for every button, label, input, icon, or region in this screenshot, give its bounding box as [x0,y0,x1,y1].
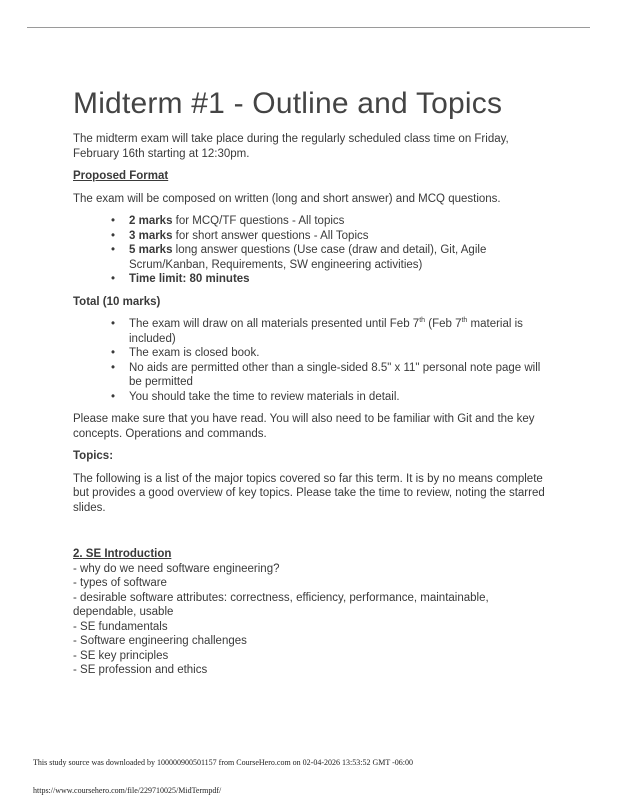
list-item: - SE profession and ethics [73,664,208,676]
list-item: - SE fundamentals [73,620,168,633]
list-item: • 3 marks for short answer questions - All Topics [111,229,369,242]
section-lines [73,562,553,678]
rules-list [73,317,553,404]
top-rule [27,27,590,28]
format-heading: Proposed Format [73,170,169,182]
list-item: • No aids are permitted other than a single-sided 8.5" x 11" personal note page will be permitted [111,361,541,388]
list-item: • Time limit: 80 minutes [111,273,250,285]
note-paragraph: Please make sure that you have read. You will also need to be familiar with Git and the key concepts. Operations and commands. [73,413,535,440]
topics-text: The following is a list of the major topics covered so far this term. It is by no means complete but provides a good overview of key topics. Please take the time to review, noting the starred slides. [73,472,545,514]
list-item: • 2 marks for MCQ/TF questions - All topics [111,215,345,227]
topics-heading: Topics: [73,450,114,462]
list-item: • The exam will draw on all materials presented until Feb 7th (Feb 7th material is included) [111,317,523,345]
list-item: • 5 marks long answer questions (Use case (draw and detail), Git, Agile Scrum/Kanban, Requirements, SW engineering activities) [111,244,487,271]
list-item: - desirable software attributes: correctness, efficiency, performance, maintainable, dependable, usable [73,591,489,618]
section-heading: 2. SE Introduction [73,548,172,560]
download-notice: This study source was downloaded by 100000900501157 from CourseHero.com on 02-04-2026 13:53:52 GMT -06:00 [33,758,413,767]
list-item: - why do we need software engineering? [73,562,280,575]
marks-list [73,214,553,287]
list-item: - types of software [73,577,167,589]
list-item: - Software engineering challenges [73,635,247,647]
list-item: • The exam is closed book. [111,347,260,359]
intro-paragraph: The midterm exam will take place during the regularly scheduled class time on Friday, February 16th starting at 12:30pm. [73,133,509,160]
list-item: • You should take the time to review materials in detail. [111,390,400,403]
total-heading: Total (10 marks) [73,295,161,308]
list-item: - SE key principles [73,649,169,662]
document-body [73,86,553,678]
page-title: Midterm #1 - Outline and Topics [73,87,503,120]
format-text: The exam will be composed on written (long and short answer) and MCQ questions. [73,192,501,205]
source-url: https://www.coursehero.com/file/229710025/MidTermpdf/ [33,786,222,795]
